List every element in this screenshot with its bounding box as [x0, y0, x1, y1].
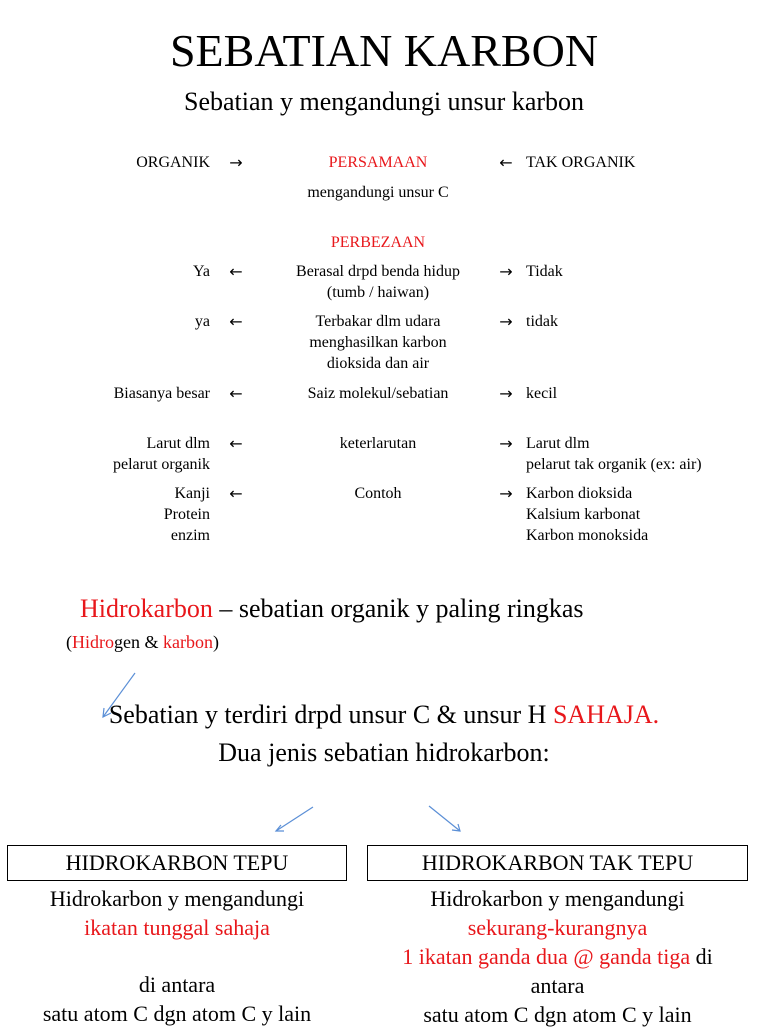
hidrokarbon-term: Hidrokarbon: [80, 594, 213, 623]
hidrokarbon-definition-text: – sebatian organik y paling ringkas: [212, 594, 584, 623]
row-right: kecil: [526, 385, 558, 402]
row-right: Karbon dioksida Kalsium karbonat Karbon monoksida: [526, 485, 649, 544]
row-left: Biasanya besar: [113, 385, 210, 402]
box-hidrokarbon-tepu: HIDROKARBON TEPU: [7, 845, 347, 881]
arrow-left-icon: ←: [229, 434, 243, 453]
arrow-left-icon: ←: [229, 384, 243, 403]
row-mid: Terbakar dlm udara menghasilkan karbon dioksida dan air: [309, 313, 447, 372]
row-left: Larut dlm pelarut organik: [112, 435, 210, 473]
sebatian-statement: Sebatian y terdiri drpd unsur C & unsur H SAHAJA.: [108, 700, 660, 729]
row-left: ya: [194, 313, 210, 330]
arrow-left-icon: ←: [229, 262, 243, 281]
header-arrow-right-icon: →: [229, 153, 243, 172]
header-tak-organik: TAK ORGANIK: [526, 154, 636, 171]
arrow-down-left-icon: [276, 807, 313, 831]
arrow-right-icon: →: [499, 312, 513, 331]
persamaan-text: mengandungi unsur C: [307, 184, 449, 201]
dua-jenis-heading: Dua jenis sebatian hidrokarbon:: [218, 738, 550, 767]
row-mid: Berasal drpd benda hidup (tumb / haiwan): [296, 263, 460, 301]
row-left: Kanji Protein enzim: [163, 485, 210, 544]
header-organik: ORGANIK: [136, 154, 210, 171]
row-right: Tidak: [526, 263, 563, 280]
arrow-down-right-icon: [429, 806, 460, 831]
arrow-right-icon: →: [499, 484, 513, 503]
arrow-right-icon: →: [499, 262, 513, 281]
arrow-left-icon: ←: [229, 484, 243, 503]
row-mid: Contoh: [354, 485, 402, 502]
row-left: Ya: [192, 263, 210, 280]
hidrokarbon-etymology: (Hidrogen & karbon): [66, 632, 219, 652]
tak-tepu-description: Hidrokarbon y mengandungi sekurang-kurangnya 1 ikatan ganda dua @ ganda tiga di antara satu atom C dgn atom C y lain: [402, 886, 713, 1027]
row-right: Larut dlm pelarut tak organik (ex: air): [526, 435, 702, 473]
header-persamaan: PERSAMAAN: [328, 154, 428, 171]
header-arrow-left-icon: ←: [499, 153, 513, 172]
row-right: tidak: [526, 313, 558, 330]
arrow-right-icon: →: [499, 384, 513, 403]
page-subtitle: Sebatian y mengandungi unsur karbon: [183, 87, 585, 116]
arrow-right-icon: →: [499, 434, 513, 453]
tepu-description: Hidrokarbon y mengandungi ikatan tunggal sahaja di antara satu atom C dgn atom C y lain: [42, 886, 312, 1026]
row-mid: keterlarutan: [339, 435, 417, 452]
arrow-left-icon: ←: [229, 312, 243, 331]
perbezaan-label: PERBEZAAN: [330, 234, 426, 251]
page-title: SEBATIAN KARBON: [169, 25, 599, 76]
row-mid: Saiz molekul/sebatian: [307, 385, 449, 402]
box-hidrokarbon-tak-tepu: HIDROKARBON TAK TEPU: [367, 845, 748, 881]
